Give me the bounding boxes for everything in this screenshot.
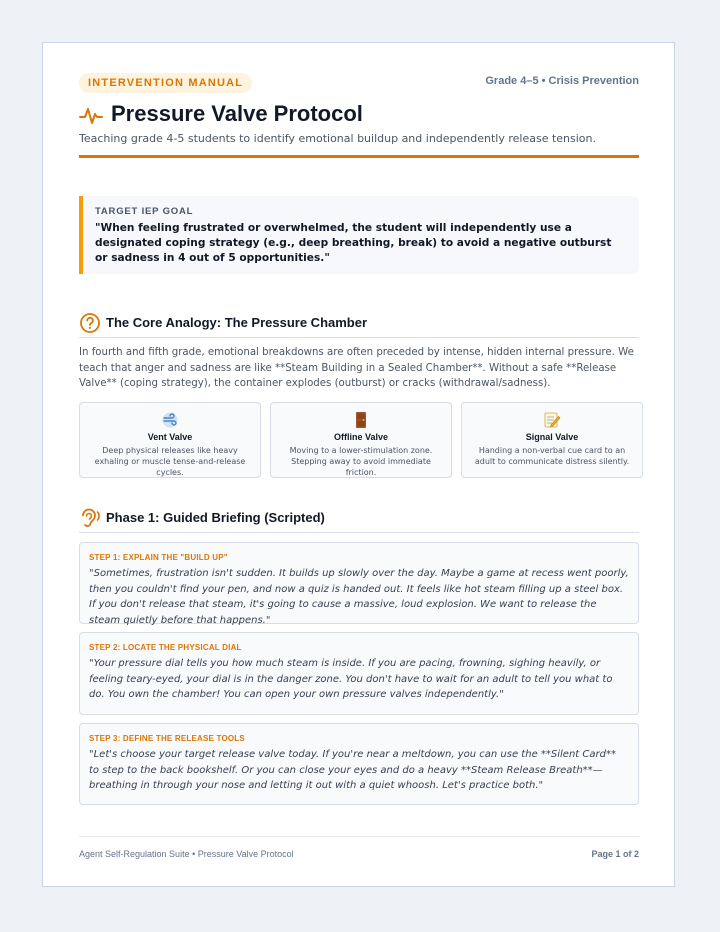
valve-card-signal: [461, 402, 643, 478]
analogy-section-title: The Core Analogy: The Pressure Chamber: [106, 315, 368, 330]
page-title: Pressure Valve Protocol: [111, 101, 363, 126]
footer-suite-title: Agent Self-Regulation Suite • Pressure Valve Protocol: [79, 849, 294, 859]
section-divider: [79, 532, 639, 533]
analogy-section-header: [79, 312, 639, 338]
goal-text: "When feeling frustrated or overwhelmed, the student will independently use a designated coping strategy (e.g., deep breathing, break) to avoid a negative outburst or sadness in 4 out of 5 opportunities.": [95, 222, 612, 264]
step-card-3: [79, 723, 639, 805]
goal-label: TARGET IEP GOAL: [95, 206, 194, 217]
question-circle-icon: [79, 312, 101, 334]
step-script: "Let's choose your target release valve today. If you're near a meltdown, you can use the **Silent Card** to step to the back bookshelf. Or you can close your eyes and do a heavy **Steam Release Breath**—breathing in through your nose and letting it out with a quiet whoosh. Let's practice both.": [89, 749, 616, 792]
header-rule: [79, 155, 639, 158]
page-number: Page 1 of 2: [591, 849, 639, 859]
valve-card-name: Offline Valve: [333, 432, 389, 442]
valve-card-offline: [270, 402, 452, 478]
pulse-icon: [79, 103, 103, 127]
step-label: STEP 3: DEFINE THE RELEASE TOOLS: [89, 734, 245, 743]
document-page: [42, 42, 675, 887]
iep-goal-box: [79, 196, 639, 274]
door-icon: [352, 411, 370, 429]
step-script: "Sometimes, frustration isn't sudden. It builds up slowly over the day. Maybe a game at recess went poorly, then you couldn't find your pen, and now a quiz is handed out. It feels like hot steam filling up a steel box. If you don't release that steam, it's going to cause a massive, loud explosion. We want to release the steam quietly before that happens.": [89, 568, 629, 626]
step-script: "Your pressure dial tells you how much steam is inside. If you are pacing, frowning, sighing heavily, or feeling teary-eyed, your dial is in the danger zone. You don't have to wait for an adult to tell you what to do. You own the chamber! You can open your own pressure valves independently.": [89, 658, 613, 701]
ear-icon: [79, 507, 101, 529]
step-card-1: [79, 542, 639, 624]
wind-icon: [161, 411, 179, 429]
memo-icon: [543, 411, 561, 429]
valve-card-desc: Moving to a lower-stimulation zone. Stepping away to avoid immediate friction.: [289, 446, 433, 477]
section-divider: [79, 337, 639, 338]
analogy-paragraph: In fourth and fifth grade, emotional breakdowns are often preceded by intense, hidden internal pressure. We teach that anger and sadness are like **Steam Building in a Sealed Chamber**. Without a safe **Release Valve** (coping strategy), the container explodes (outburst) or cracks (withdrawal/sadness).: [79, 347, 634, 389]
step-label: STEP 2: LOCATE THE PHYSICAL DIAL: [89, 643, 242, 652]
manual-badge: INTERVENTION MANUAL: [79, 73, 252, 93]
step-card-2: [79, 632, 639, 715]
grade-info: Grade 4–5 • Crisis Prevention: [485, 75, 639, 87]
phase-section-header: [79, 507, 639, 533]
page-subtitle: Teaching grade 4-5 students to identify emotional buildup and independently release tension.: [79, 132, 596, 145]
valve-card-name: Vent Valve: [147, 432, 193, 442]
valve-card-desc: Handing a non-verbal cue card to an adult to communicate distress silently.: [474, 446, 630, 466]
valve-card-desc: Deep physical releases like heavy exhaling or muscle tense-and-release cycles.: [94, 446, 246, 477]
footer-divider: [79, 836, 639, 837]
step-label: STEP 1: EXPLAIN THE "BUILD UP": [89, 553, 228, 562]
phase-section-title: Phase 1: Guided Briefing (Scripted): [106, 510, 325, 525]
valve-card-vent: [79, 402, 261, 478]
valve-cards: [79, 402, 639, 478]
valve-card-name: Signal Valve: [525, 432, 579, 442]
